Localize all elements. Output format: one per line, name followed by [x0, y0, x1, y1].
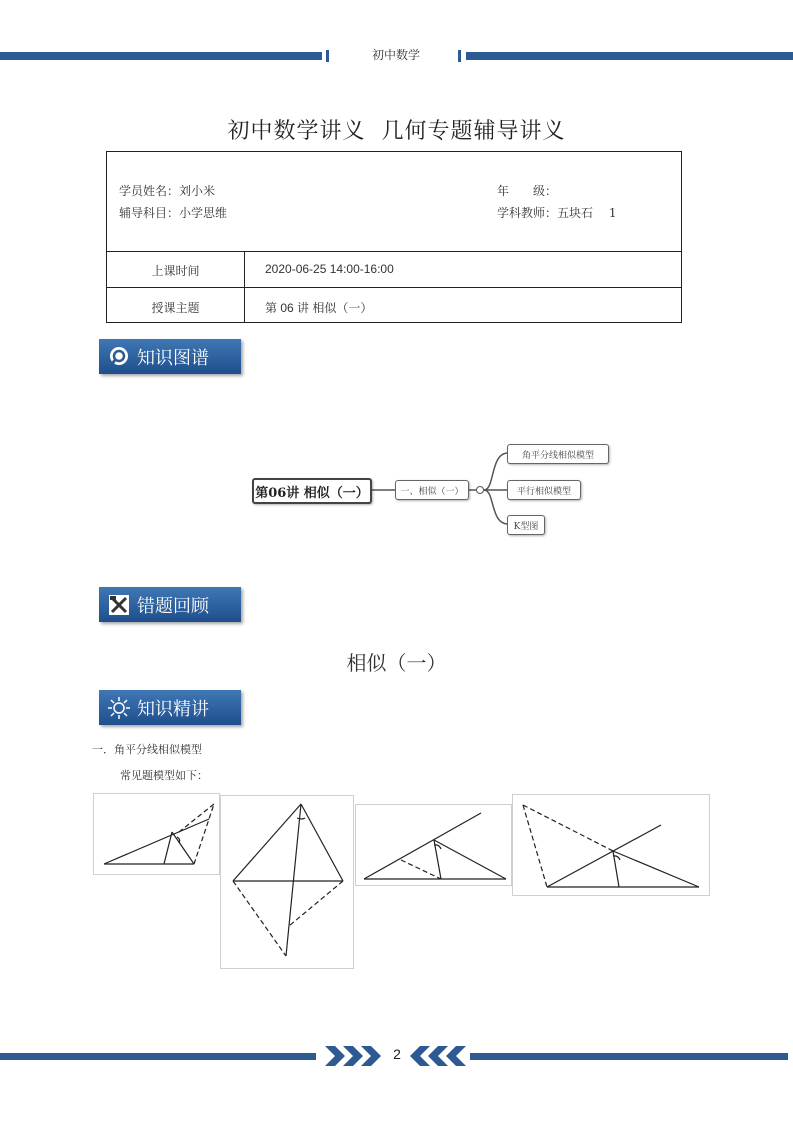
- search-badge-icon: [107, 345, 131, 369]
- item-1-subtext: 常见题模型如下：: [120, 769, 208, 782]
- mindmap-leaf-3: K型图: [507, 515, 545, 535]
- mindmap-child: 一、相似（一）: [395, 480, 469, 500]
- section-knowledge-map: [99, 339, 241, 374]
- item-1-heading: 一．角平分线相似模型: [92, 743, 202, 756]
- topic-label: 授课主题: [151, 301, 200, 315]
- figure-4: [512, 794, 710, 896]
- topic-value: 第 06 讲 相似（一）: [265, 301, 373, 315]
- subject: 辅导科目：小学思维: [119, 206, 228, 220]
- sun-icon: [107, 696, 131, 720]
- figure-2: [220, 795, 354, 969]
- section-error-review: [99, 587, 241, 622]
- info-table: [106, 151, 682, 323]
- figure-3: [355, 804, 512, 886]
- table-column-divider: [244, 252, 245, 322]
- header-bar-left: [0, 52, 322, 60]
- header-bar-right: [466, 52, 793, 60]
- teacher: 学科教师：五块石 1: [497, 206, 617, 220]
- tools-icon: [107, 593, 131, 617]
- mindmap-leaf-2: 平行相似模型: [507, 480, 581, 500]
- header-text: 初中数学: [371, 48, 420, 62]
- time-value: 2020-06-25 14:00-16:00: [265, 262, 394, 276]
- mindmap-root: 第06讲 相似（一）: [252, 478, 372, 504]
- table-divider-1: [107, 251, 681, 252]
- page-number: 2: [393, 1046, 401, 1062]
- header-mark-right: [458, 50, 461, 62]
- title-part2: 几何专题辅导讲义: [381, 119, 566, 144]
- section-knowledge-map-label: 知识图谱: [137, 347, 209, 369]
- chevron-left-icon: [410, 1046, 466, 1066]
- content-heading: 相似（一）: [346, 651, 447, 675]
- mindmap-leaf-1: 角平分线相似模型: [507, 444, 609, 464]
- chevron-right-icon: [325, 1046, 381, 1066]
- section-knowledge-explain-label: 知识精讲: [137, 698, 209, 720]
- footer-bar-left: [0, 1053, 316, 1060]
- time-label: 上课时间: [151, 264, 200, 278]
- section-knowledge-explain: [99, 690, 241, 725]
- footer-bar-right: [470, 1053, 788, 1060]
- table-divider-2: [107, 287, 681, 288]
- title-part1: 初中数学讲义: [227, 119, 366, 144]
- figure-1: [93, 793, 220, 875]
- grade: 年 级：: [497, 184, 558, 198]
- page-title: [0, 114, 793, 145]
- section-error-review-label: 错题回顾: [137, 595, 209, 617]
- header-mark-left: [326, 50, 329, 62]
- student-name: 学员姓名：刘小米: [119, 184, 216, 198]
